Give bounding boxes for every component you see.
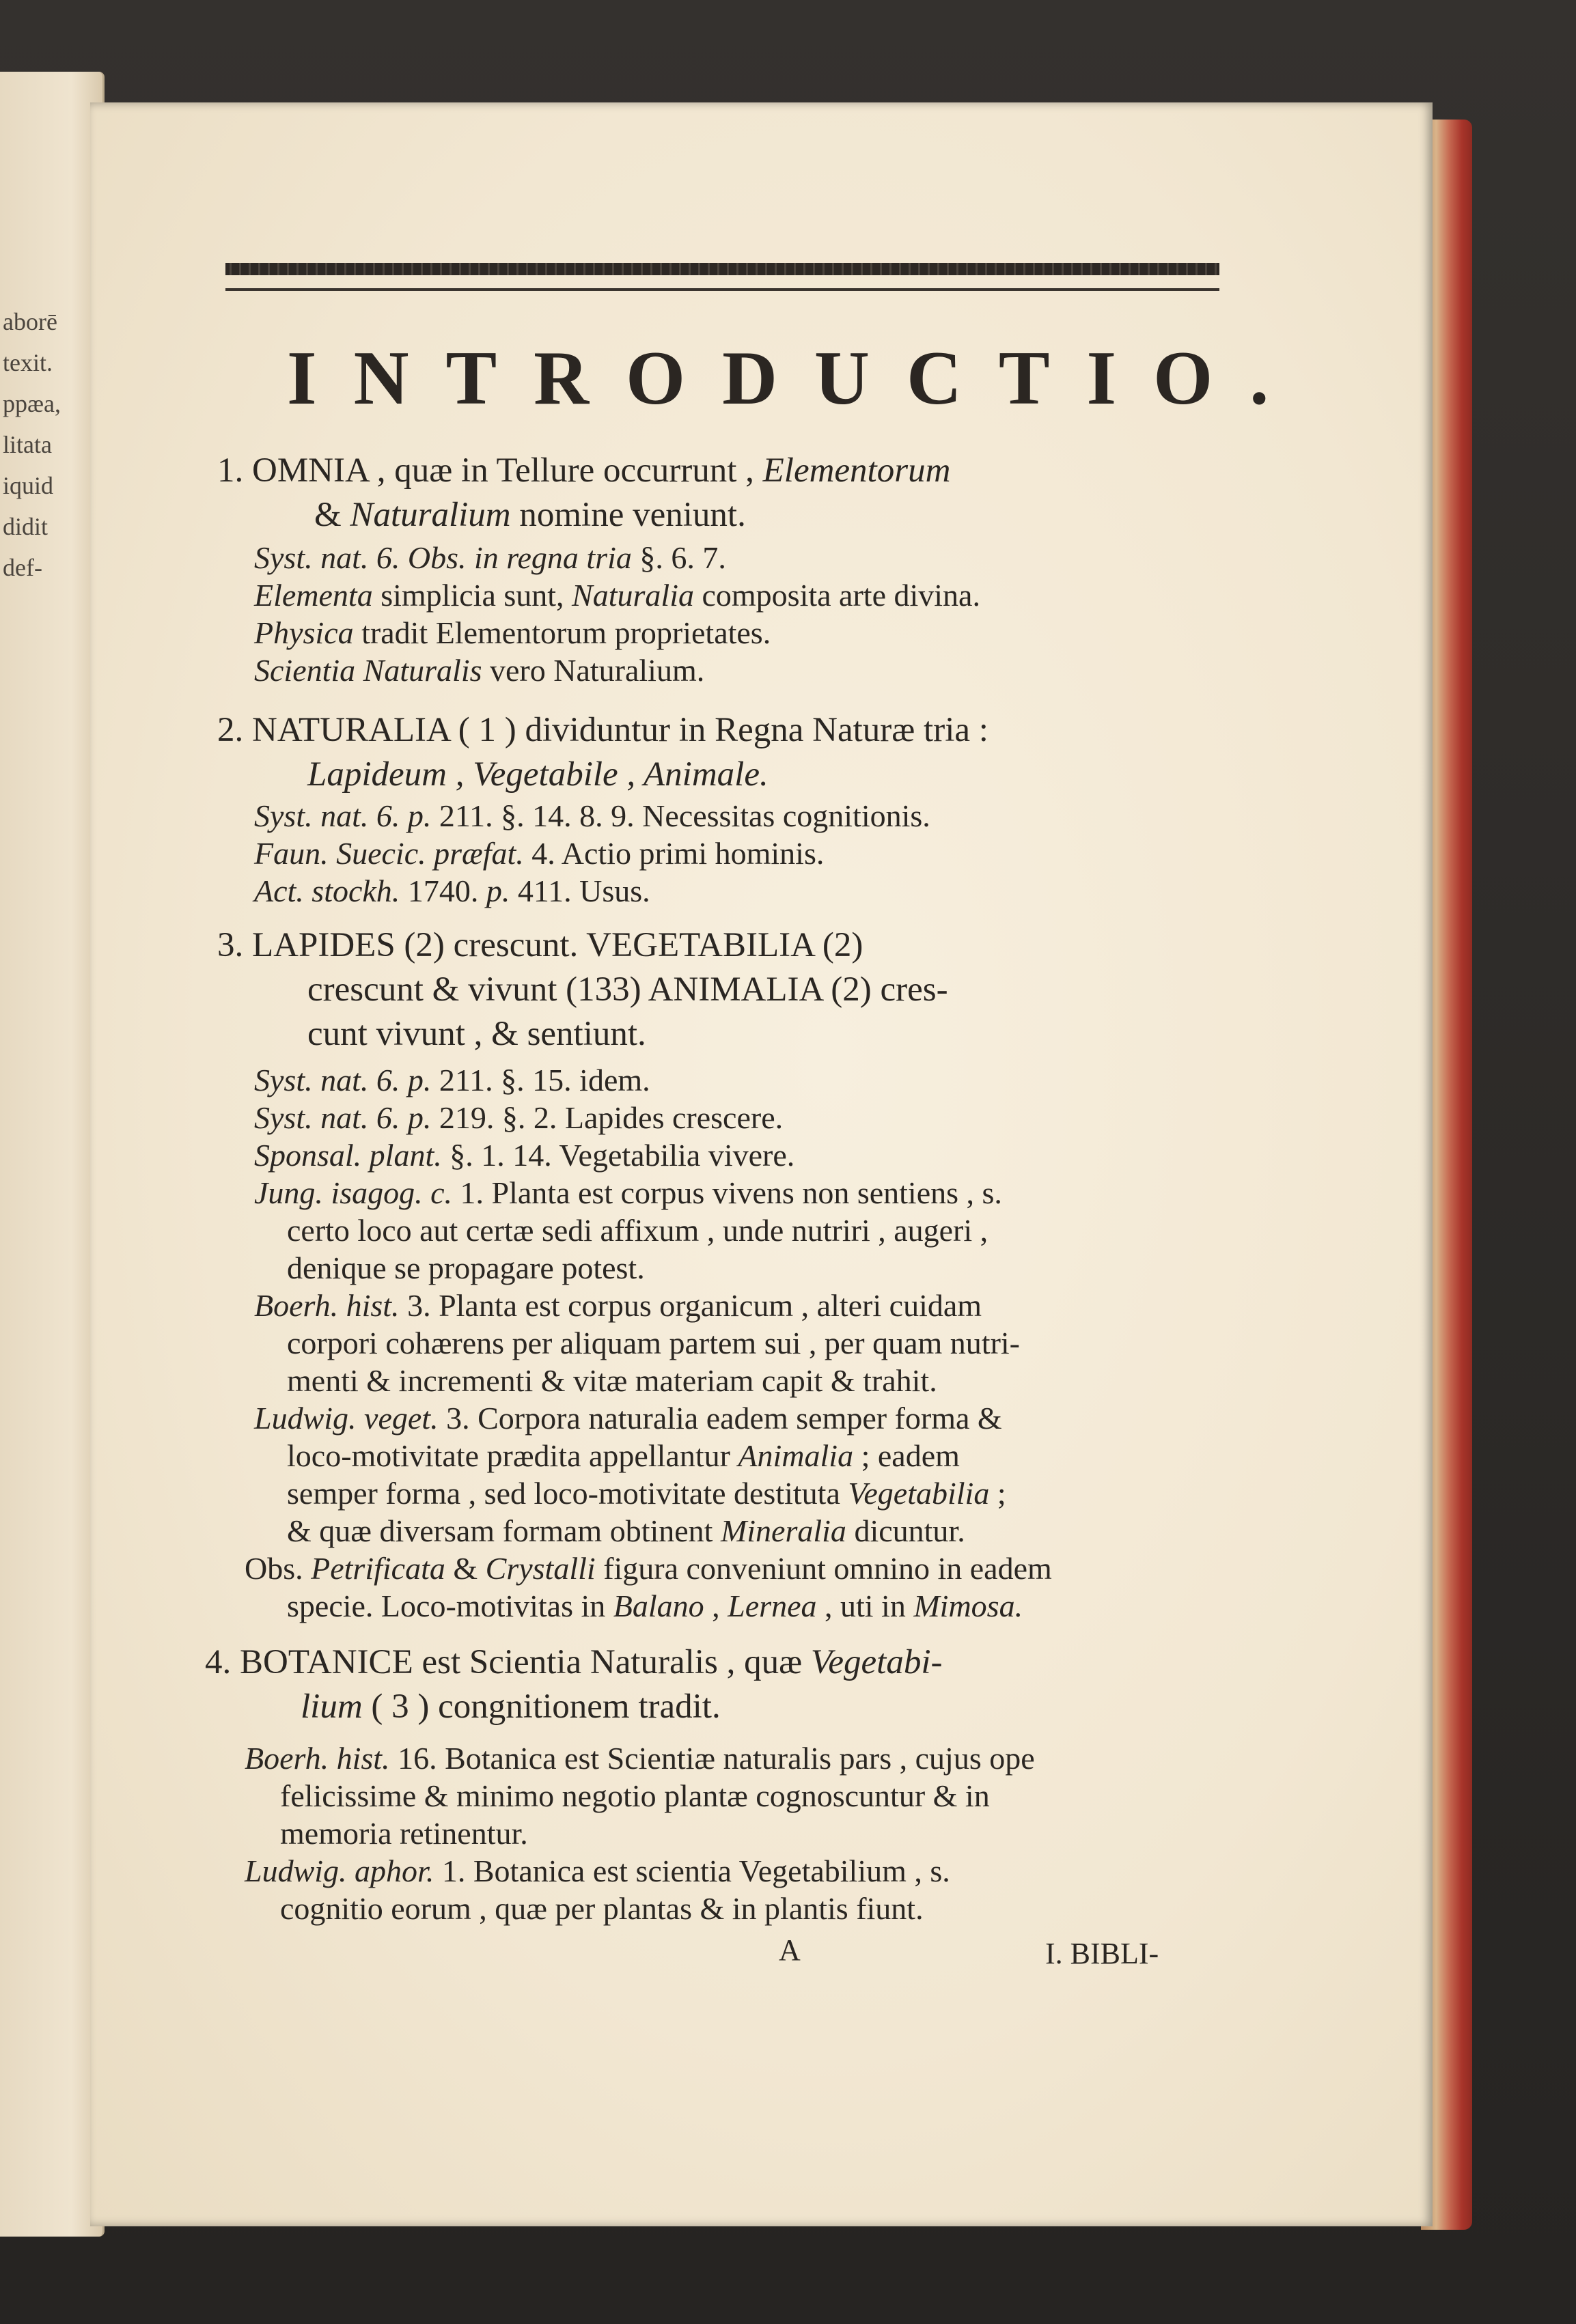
italic-text: Vegetabi-: [810, 1643, 943, 1681]
italic-text: Balano: [613, 1588, 704, 1623]
text-span: nomine veniunt.: [510, 496, 746, 534]
italic-text: Vegetabilia: [848, 1476, 990, 1511]
italic-text: Ludwig. aphor.: [245, 1853, 434, 1888]
italic-text: Lapideum , Vegetabile , Animale.: [307, 755, 769, 794]
citation-line: [280, 1815, 528, 1851]
citation-line: [254, 873, 650, 909]
text-span: 411. Usus.: [510, 873, 650, 908]
text-span: corpori cohærens per aliquam partem sui , per quam nutri-: [287, 1326, 1021, 1360]
italic-text: Faun. Suecic. præfat.: [254, 836, 524, 871]
citation-line: [254, 540, 726, 576]
text-span: 4. Actio primi hominis.: [523, 836, 825, 871]
text-span: 1. OMNIA , quæ in Tellure occurrunt ,: [217, 451, 763, 490]
italic-text: Boerh. hist.: [245, 1741, 390, 1776]
text-span: &: [314, 496, 350, 534]
citation-line: [254, 577, 980, 613]
text-span: ,: [704, 1588, 728, 1623]
text-span: §. 6. 7.: [631, 540, 726, 575]
italic-text: lium: [301, 1688, 363, 1726]
catchword: I. BIBLI-: [1045, 1937, 1159, 1970]
text-span: memoria retinentur.: [280, 1816, 528, 1851]
italic-text: Elementa: [254, 578, 373, 613]
italic-text: Syst. nat. 6. p.: [254, 1063, 432, 1097]
citation-line: [254, 1287, 982, 1324]
citation-line: [287, 1513, 965, 1549]
italic-text: Syst. nat. 6. p.: [254, 1100, 432, 1135]
text-line: [217, 710, 989, 750]
citation-line: [254, 1062, 650, 1098]
signature-mark: A: [779, 1933, 801, 1967]
text-line: [307, 970, 948, 1009]
citation-line: [254, 798, 930, 834]
citation-line: [254, 1100, 783, 1136]
citation-line: [254, 652, 704, 688]
italic-text: Mimosa.: [913, 1588, 1023, 1623]
text-span: composita arte divina.: [693, 578, 980, 613]
italic-text: Syst. nat. 6. p.: [254, 798, 432, 833]
text-span: 211. §. 14. 8. 9. Necessitas cognitionis.: [431, 798, 930, 833]
citation-line: [280, 1778, 990, 1814]
italic-text: Naturalium: [350, 496, 511, 534]
text-span: ; eadem: [853, 1438, 960, 1473]
citation-line: [287, 1250, 645, 1286]
prev-page-fragment: didit: [3, 513, 49, 540]
text-span: 3. Planta est corpus organicum , alteri cuidam: [399, 1288, 982, 1323]
text-span: figura conveniunt omnino in eadem: [595, 1551, 1052, 1586]
text-span: felicissime & minimo negotio plantæ cognoscuntur & in: [280, 1778, 990, 1813]
text-span: 3. LAPIDES (2) crescunt. VEGETABILIA (2): [217, 926, 863, 964]
text-span: Obs.: [245, 1551, 312, 1586]
ornamental-rule-thin: [225, 288, 1219, 291]
text-line: [307, 1014, 646, 1054]
citation-line: [287, 1438, 960, 1474]
citation-line: [245, 1740, 1035, 1776]
italic-text: Sponsal. plant.: [254, 1138, 442, 1173]
citation-line: [245, 1550, 1052, 1586]
text-span: 16. Botanica est Scientiæ naturalis pars , cujus ope: [389, 1741, 1035, 1776]
text-span: simplicia sunt,: [372, 578, 572, 613]
italic-text: Ludwig. veget.: [254, 1401, 439, 1436]
text-span: &: [445, 1551, 486, 1586]
text-line: [205, 1642, 942, 1682]
italic-text: p.: [486, 873, 510, 908]
text-span: vero Naturalium.: [482, 653, 705, 688]
text-span: 1740.: [400, 873, 486, 908]
text-line: [217, 451, 950, 490]
text-span: certo loco aut certæ sedi affixum , unde nutriri , augeri ,: [287, 1213, 989, 1248]
text-line: [314, 495, 746, 535]
text-span: 2. NATURALIA ( 1 ) dividuntur in Regna Naturæ tria :: [217, 711, 989, 749]
italic-text: Elementorum: [762, 451, 951, 490]
text-span: 219. §. 2. Lapides crescere.: [431, 1100, 784, 1135]
italic-text: Physica: [254, 615, 354, 650]
prev-page-fragment: iquid: [3, 472, 54, 499]
citation-line: [287, 1475, 1006, 1511]
text-span: dicuntur.: [846, 1513, 965, 1548]
text-span: 1. Planta est corpus vivens non sentiens , s.: [452, 1175, 1002, 1210]
text-span: semper forma , sed loco-motivitate destituta: [287, 1476, 848, 1511]
text-span: loco-motivitate prædita appellantur: [287, 1438, 738, 1473]
prev-page-fragment: ppæa,: [3, 390, 61, 417]
text-span: & quæ diversam formam obtinent: [287, 1513, 721, 1548]
citation-line: [254, 1175, 1002, 1211]
prev-page-fragment: texit.: [3, 349, 53, 376]
prev-page-fragment: def-: [3, 554, 42, 581]
citation-line: [287, 1325, 1020, 1361]
citation-line: [287, 1362, 937, 1399]
italic-text: Jung. isagog. c.: [254, 1175, 453, 1210]
text-line: [217, 925, 863, 965]
citation-line: [245, 1853, 950, 1889]
text-span: 3. Corpora naturalia eadem semper forma &: [438, 1401, 1002, 1436]
text-span: §. 1. 14. Vegetabilia vivere.: [441, 1138, 795, 1173]
text-span: denique se propagare potest.: [287, 1250, 645, 1285]
ornamental-rule-thick: [225, 263, 1219, 275]
text-span: tradit Elementorum proprietates.: [353, 615, 771, 650]
italic-text: Scientia Naturalis: [254, 653, 482, 688]
text-span: 211. §. 15. idem.: [431, 1063, 650, 1097]
text-line: [307, 755, 769, 794]
text-span: menti & incrementi & vitæ materiam capit & trahit.: [287, 1363, 937, 1398]
text-span: ;: [989, 1476, 1006, 1511]
prev-page-fragment: litata: [3, 431, 52, 458]
citation-line: [287, 1212, 988, 1248]
italic-text: Naturalia: [572, 578, 694, 613]
italic-text: Crystalli: [485, 1551, 596, 1586]
italic-text: Animalia: [738, 1438, 854, 1473]
italic-text: Lernea: [728, 1588, 817, 1623]
text-span: crescunt & vivunt (133) ANIMALIA (2) cres-: [307, 970, 948, 1009]
text-span: 1. Botanica est scientia Vegetabilium , s.: [434, 1853, 950, 1888]
text-span: cunt vivunt , & sentiunt.: [307, 1015, 646, 1053]
previous-page: [0, 72, 105, 2237]
citation-line: [254, 835, 824, 871]
citation-line: [280, 1890, 924, 1927]
text-span: ( 3 ) congnitionem tradit.: [362, 1688, 721, 1726]
italic-text: Petrificata: [311, 1551, 445, 1586]
italic-text: Act. stockh.: [254, 873, 400, 908]
italic-text: Syst. nat. 6. Obs. in regna tria: [254, 540, 632, 575]
italic-text: Mineralia: [720, 1513, 846, 1548]
prev-page-fragment: aborē: [3, 308, 57, 335]
text-span: specie. Loco-motivitas in: [287, 1588, 613, 1623]
text-span: 4. BOTANICE est Scientia Naturalis , quæ: [205, 1643, 811, 1681]
citation-line: [254, 1400, 1002, 1436]
text-span: cognitio eorum , quæ per plantas & in plantis fiunt.: [280, 1891, 924, 1926]
page-title: INTRODUCTIO.: [287, 336, 1306, 421]
citation-line: [287, 1588, 1023, 1624]
text-span: , uti in: [816, 1588, 914, 1623]
italic-text: Boerh. hist.: [254, 1288, 400, 1323]
text-line: [301, 1687, 721, 1726]
citation-line: [254, 1137, 794, 1173]
citation-line: [254, 615, 771, 651]
